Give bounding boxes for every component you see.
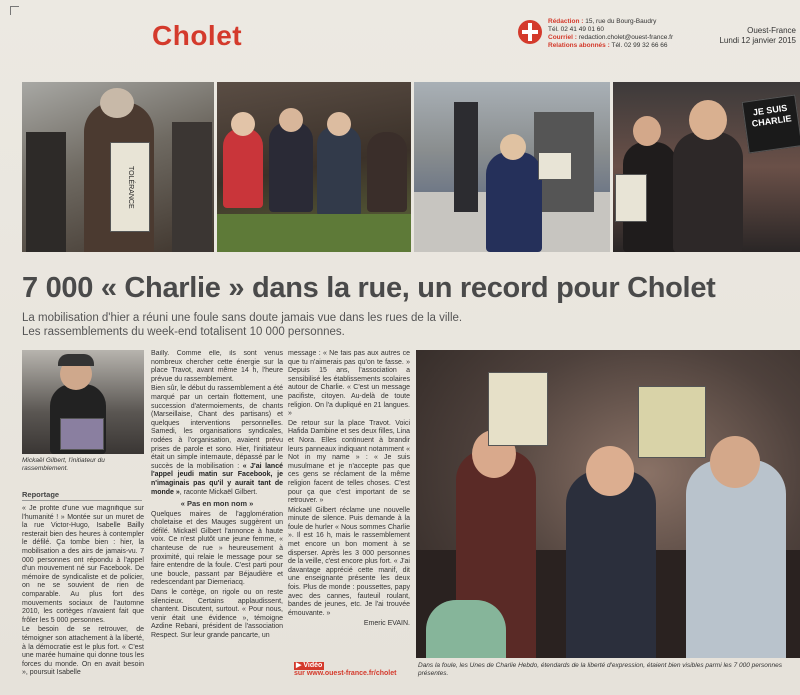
small-photo-caption: Mickaël Gilbert, l'initiateur du rassemblement. [22,457,105,472]
col2-paragraph-2-end: , raconte Mickaël Gilbert. [179,488,258,496]
photo-crowd-charlie-hebdo [416,350,800,658]
je-suis-charlie-sign [742,94,800,153]
contact-block [548,18,688,50]
col2-quote: « J'ai lancé l'appel jeudi matin sur Facebook, je n'imaginais pas qu'il y aurait tant de monde » [151,462,283,496]
edition-block [719,26,796,46]
col2-paragraph-3: Quelques maires de l'agglomération choletaise et des Mauges suggèrent un défilé. Mickaël Gilbert l'annonce à haute voix. Ce n'est plutôt une jeune femme, « chanteuse de rue » heureusement à proximité, qui relaie le message pour se faire entendre de la foule. C'est parti pour une boucle, passant par Béjaudière et redescendant par Diemeriacq. [151,510,283,587]
article-column-1 [22,505,144,690]
col2-paragraph-1: Bailly. Comme elle, ils sont venus nombreux chercher cette énergie sur la place Travot, avant même 14 h, l'heure prévue du rassemblement. [151,350,283,383]
gilbert-sign [60,418,104,450]
lede-line-1: La mobilisation d'hier a réuni une foule sans doute jamais vue dans les rues de la ville. [22,312,463,324]
article-subhead: « Pas en mon nom » [180,499,254,509]
photo-square-crowd [414,82,610,252]
abonnes-phone: Tél. 02 99 32 66 66 [611,42,668,49]
photo-tolerance-marcher [22,82,214,252]
col2-paragraph-4: Dans le cortège, on rigole ou on reste silencieux. Certains applaudissent, chantent. Discutent, surtout. « Pour nous, venir était une évidence », témoigne Azdine Rebani, président de l'association Respect. Sur leur grande pancarte, un [151,589,283,639]
tolerance-sign-text: TOLÉRANCE [127,165,134,209]
section-rule [22,500,142,501]
col3-paragraph-3: Mickaël Gilbert réclame une nouvelle minute de silence. Puis demande à la foule de hurler « Nous sommes Charlie ». Il est 16 h, mais le rassemblement met encore un bon moment à se disperser. Après les 3 000 personnes de la veille, c'est encore plus fort. « J'ai davantage apprécié cette manif, dit une enseignante présente les deux fois. Plus de monde : poussettes, papy avec des cannes, fauteuil roulant, bandes de jeunes, etc. Je l'ai trouvée émouvante. » [288,506,410,617]
article-column-2 [151,350,283,690]
crop-mark [10,6,19,15]
headline: 7 000 « Charlie » dans la rue, un record pour Cholet [22,272,716,304]
edition-date: Lundi 12 janvier 2015 [719,36,796,45]
col3-paragraph-2: De retour sur la place Travot. Voici Hafida Dambine et ses deux filles, Lina et Nora. Elles continuent à brandir leurs panneaux indiquant notamment « Not in my name » : « Je suis musulmane et je n'accepte pas que ces gens se réclament de la même religion facent de telles choses. C'est pour ça que c'est important de se retrouver. » [288,419,410,505]
newspaper-name: Ouest-France [747,26,796,35]
redaction-address: 15, rue du Bourg-Baudry [585,18,657,25]
video-badge: ▶ Vidéo [296,662,323,669]
crowd-sign [538,152,572,180]
redaction-email[interactable]: redaction.cholet@ouest-france.fr [578,34,674,41]
ouest-france-logo-icon [518,20,542,44]
col2-paragraph-2: Bien sûr, le début du rassemblement a été marqué par un certain flottement, une succession d'atermoiements, de chants (Marseillaise, Chant des partisans) et quelques interventions personnelles. Samedi, les organisations syndicales, rodées à l'organisation, avaient prévu prises de parole et sono. Hier, l'initiateur était un simple internaute, dépassé par le succès de la mobilisation : [151,385,283,470]
tolerance-sign [110,142,150,232]
lede [22,311,762,339]
video-url[interactable]: www.ouest-france.fr/cholet [306,670,397,677]
lede-line-2: Les rassemblements du week-end totalisent 10 000 personnes. [22,326,345,338]
charlie-hebdo-cover-right [638,386,706,458]
section-label: Reportage [22,490,60,499]
photo-je-suis-charlie [613,82,800,252]
photo-children-candles [217,82,411,252]
video-text: sur [294,670,305,677]
col3-paragraph-1: message : « Ne fais pas aux autres ce que tu n'aimerais pas qu'on te fasse. » Depuis 15 ans, l'association a sensibilisé les établissements scolaires autour de Charlie. « C'est un message pacifiste, citoyen. Au-delà de toute religion. On l'a dupliqué en 21 langues. » [288,350,410,418]
courriel-label: Courriel : [548,34,577,41]
charlie-hebdo-cover-left [488,372,548,446]
video-link[interactable] [294,662,396,678]
photo-mickael-gilbert [22,350,144,454]
article-author: Emeric EVAIN. [363,620,410,628]
redaction-phone: Tél. 02 41 49 01 60 [548,26,605,33]
crowd-photo-caption: Dans la foule, les Unes de Charlie Hebdo, étendards de la liberté d'expression, étaient bien visibles parmi les 7 000 personnes présentes. [418,662,783,677]
city-title: Cholet [152,20,243,51]
redaction-label: Rédaction : [548,18,584,25]
abonnes-label: Relations abonnés : [548,42,610,49]
je-suis-charlie-text: JE SUIS CHARLIE [751,102,793,129]
article-column-3 [288,350,410,658]
col1-paragraph-2: Le besoin de se retrouver, de témoigner son attachement à la liberté, à la démocratie est le plus fort. « C'est une marée humaine qui donne tous les forces du monde. On en avait besoin », poursuit Isabelle [22,626,144,677]
col1-paragraph-1: « Je profite d'une vue magnifique sur l'humanité ! » Montée sur un muret de la rue Victor-Hugo, Isabelle Bailly resterait bien des heures à contempler le défilé. Ça tombe bien : hier, la mobilisation a des airs de jamais-vu. 7 000 personnes ont répondu à l'appel d'un mouvement né sur Facebook. De mémoire de syndicaliste et de policier, on ne se souvient de rien de comparable. Au plus fort des mouvements sociaux de l'automne 2010, les cortèges n'avaient fait que frôler les 5 000 personnes. [22,505,144,624]
charlie-cover-sign [615,174,647,222]
